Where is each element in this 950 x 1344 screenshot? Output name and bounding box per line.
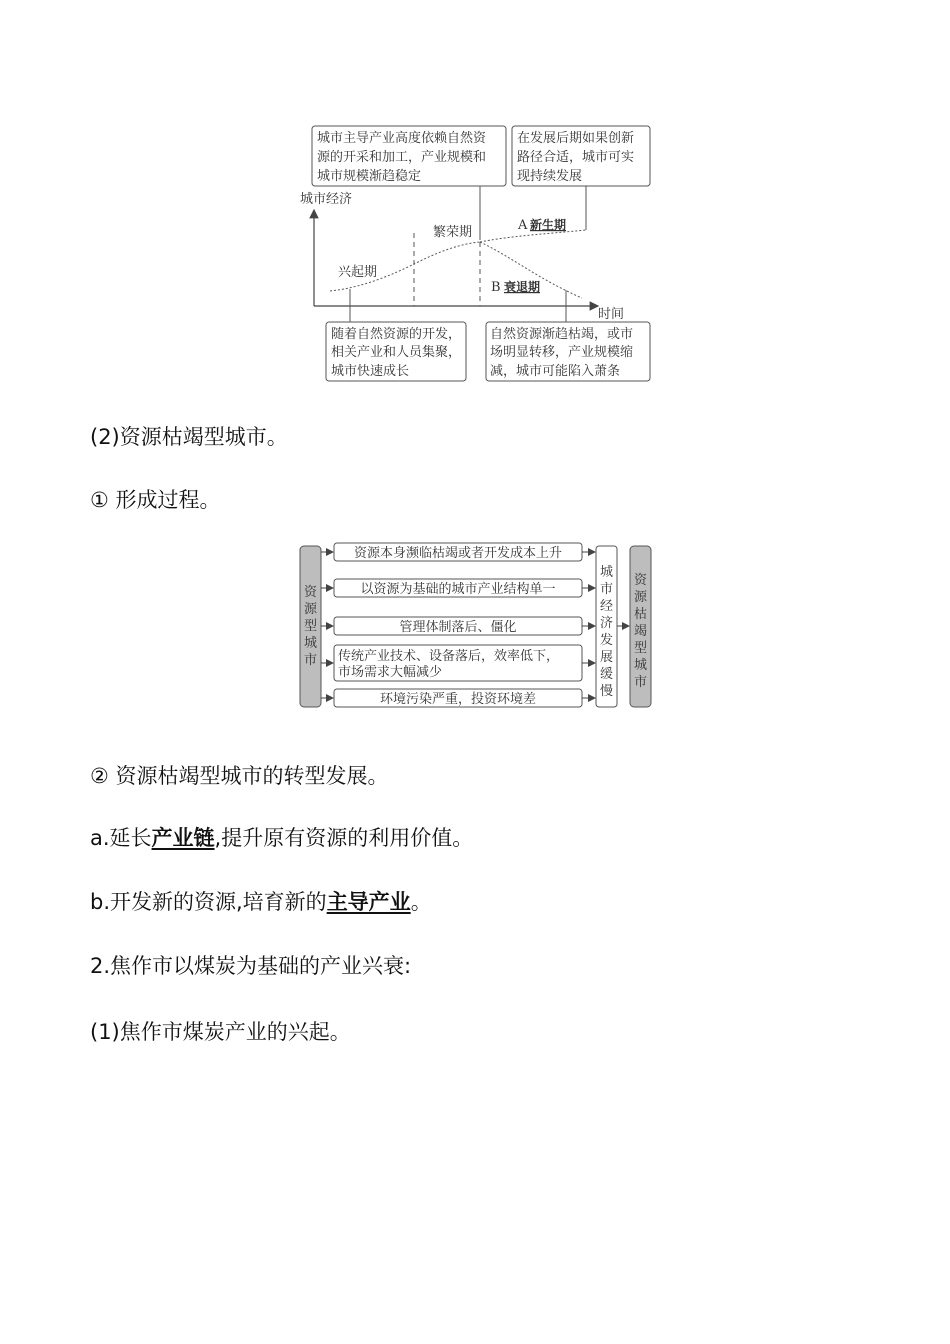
right-label-char: 竭: [634, 624, 648, 639]
box-top-left-line-3: 城市规模渐趋稳定: [317, 169, 422, 184]
subsection-1-heading: (1)焦作市煤炭产业的兴起。: [90, 1020, 351, 1044]
middle-label-char: 经: [600, 599, 614, 614]
branch-a-label: 新生期: [530, 218, 567, 232]
city-lifecycle-diagram: [300, 126, 650, 381]
right-label-char: 型: [634, 641, 648, 656]
box-top-right-line-1: 在发展后期如果创新: [517, 131, 635, 146]
left-label: [304, 584, 318, 668]
cause-text-2: 以资源为基础的城市产业结构单一: [360, 582, 556, 597]
right-label-char: 源: [634, 590, 648, 605]
left-label-char: 源: [304, 602, 318, 617]
branch-b-label: 衰退期: [504, 280, 541, 294]
item-b: [90, 886, 432, 916]
middle-label-char: 市: [600, 582, 614, 597]
cause-text-1: 资源本身濒临枯竭或者开发成本上升: [353, 546, 563, 561]
middle-label-char: 慢: [600, 684, 614, 699]
item-a-suffix: ,提升原有资源的利用价值。: [214, 826, 474, 850]
middle-label-char: 济: [600, 616, 614, 631]
box-top-right-line-3: 现持续发展: [517, 169, 583, 184]
box-bottom-right-line-1: 自然资源渐趋枯竭，或市: [490, 327, 634, 342]
cause-text-3: 管理体制落后、僵化: [399, 620, 517, 635]
left-label-char: 资: [304, 585, 318, 600]
left-label-char: 型: [304, 619, 318, 634]
middle-label-char: 缓: [600, 667, 614, 682]
heading-formation-process: ① 形成过程。: [90, 488, 221, 512]
box-bottom-left-line-2: 相关产业和人员集聚，: [331, 345, 462, 360]
right-label-char: 枯: [634, 607, 648, 622]
x-axis-label: 时间: [598, 307, 625, 322]
middle-label-char: 发: [600, 633, 614, 648]
cause-text-4-line-2: 市场需求大幅减少: [338, 665, 443, 680]
item-b-key: 主导产业: [326, 890, 411, 914]
right-label: [634, 572, 648, 690]
stage-rise: 兴起期: [338, 265, 378, 280]
formation-process-diagram: [300, 543, 651, 707]
box-bottom-right-line-2: 场明显转移，产业规模缩: [490, 345, 634, 360]
box-top-left-line-2: 源的开采和加工，产业规模和: [317, 150, 487, 165]
heading-transformation: ② 资源枯竭型城市的转型发展。: [90, 764, 389, 788]
item-b-prefix: b.开发新的资源,培育新的: [90, 890, 327, 914]
section-2-heading: 2.焦作市以煤炭为基础的产业兴衰:: [90, 954, 412, 978]
item-a-key: 产业链: [151, 826, 215, 850]
heading-resource-exhausted-city: (2)资源枯竭型城市。: [90, 425, 288, 449]
cause-text-4-line-1: 传统产业技术、设备落后，效率低下，: [338, 649, 560, 664]
box-top-right-line-2: 路径合适，城市可实: [517, 150, 635, 165]
middle-label-char: 城: [600, 565, 614, 580]
item-a: [90, 822, 473, 852]
item-a-prefix: a.延长: [90, 826, 152, 850]
branch-a-letter: A: [518, 218, 528, 233]
box-bottom-left-line-1: 随着自然资源的开发，: [331, 327, 462, 342]
box-top-left-line-1: 城市主导产业高度依赖自然资: [317, 131, 487, 146]
left-label-char: 市: [304, 653, 318, 668]
right-label-char: 城: [634, 658, 648, 673]
box-bottom-left-line-3: 城市快速成长: [331, 364, 410, 379]
stage-prosper: 繁荣期: [433, 225, 473, 240]
y-axis-label: 城市经济: [300, 192, 353, 207]
right-label-char: 资: [634, 573, 648, 588]
cause-text-5: 环境污染严重，投资环境差: [379, 692, 537, 707]
item-b-suffix: 。: [410, 890, 432, 914]
branch-b-letter: B: [491, 280, 501, 295]
right-label-char: 市: [634, 675, 648, 690]
left-label-char: 城: [304, 636, 318, 651]
middle-label-char: 展: [600, 650, 614, 665]
box-bottom-right-line-3: 减，城市可能陷入萧条: [490, 364, 621, 379]
